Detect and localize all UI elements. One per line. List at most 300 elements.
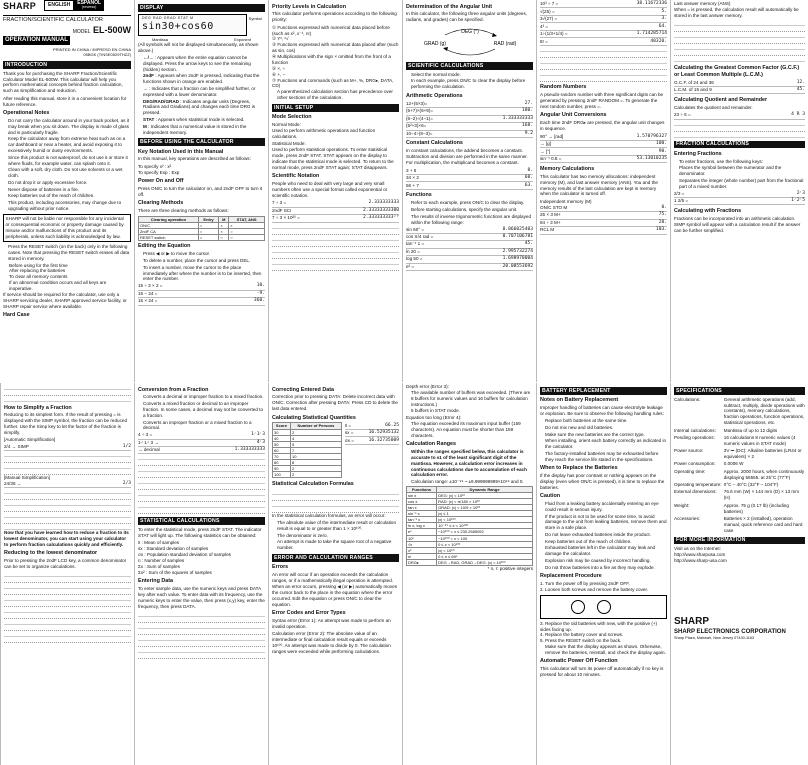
- section-header-introduction: INTRODUCTION: [3, 61, 131, 69]
- example-row: [540, 1, 667, 8]
- eq-title: Equation too long (Error 4):: [406, 414, 462, 420]
- eq-text: • The equation exceeded its maximum input buffer (159 characters). An equation must be shorter than 159 characters.: [406, 421, 533, 439]
- spec-key: Pending operations:: [674, 434, 715, 440]
- priority-list: [272, 25, 399, 90]
- list-item: • Never dispose of batteries in a fire.: [3, 187, 131, 193]
- list-item: ③ Functions expressed with numerical data placed after (such as sin, cos): [272, 42, 399, 54]
- website-link[interactable]: http://www.sharp-usa.com: [674, 557, 727, 563]
- table-cell: 40: [273, 435, 291, 441]
- list-item: • Fluid from a leaking battery accidentally entering an eye could result in serious injury.: [540, 501, 667, 513]
- example-row: [406, 256, 533, 263]
- list-item: ② Yˣ, ˣ√: [272, 36, 289, 42]
- example-result: 4 R 3: [791, 112, 805, 118]
- angular-panel: [402, 0, 536, 382]
- model-code: EL-500W: [92, 24, 131, 35]
- depth-title: Depth error (Error 3):: [406, 384, 449, 389]
- list-item: • To delete a number, place the cursor and press DEL.: [138, 258, 265, 264]
- spec-value: General arithmetic operations (add, subtract, multiply, divide operations with constants), memory calculations, fraction operations, function operations, statistical operations, etc.: [723, 396, 805, 426]
- website-link[interactable]: http://www.sharpusa.com: [674, 552, 726, 558]
- spec-key: Internal calculations:: [674, 427, 716, 433]
- stat-text: To enter the statistical mode, press 2ndF STAT. The indicator STAT will light up. The following statistics can be obtained:: [138, 527, 262, 538]
- model-prefix: MODEL: [72, 28, 91, 35]
- table-cell: 5: [290, 441, 341, 447]
- list-item: • Explosion risk may be caused by incorrect handling.: [540, 558, 667, 564]
- simplify-text: Reducing to its simplest form. If the result of pressing = is displayed with the SIMP symbol, the fraction can be reduced further. Use the Simp key to let the factor of the fraction is simplify.: [4, 412, 127, 436]
- example-result: 45.: [796, 87, 805, 93]
- formula-lines: [272, 489, 399, 513]
- example-result: 100.: [655, 141, 667, 147]
- key-notation-title: Key Notation Used in this Manual: [138, 148, 224, 155]
- table-header: Clearing operation: [139, 216, 199, 222]
- list-item: • If the product is not to be used for some time, to avoid damage to the unit from leaking batteries, remove them and store in a safe place.: [540, 514, 667, 532]
- example-input: 4³ =: [540, 23, 549, 29]
- lcd-indicators: DEG RAD GRAD STAT M: [142, 15, 194, 20]
- symbol-name: M: [143, 123, 147, 129]
- list-item: 4. Replace the battery cover and screws.: [540, 632, 624, 638]
- example-result: 1⌏2⌏5: [791, 198, 805, 204]
- example-input: 84 ÷ 3 M+: [540, 219, 561, 225]
- symbol-desc: Indicates that a fraction can be simplified further, or expressed with a lower denominator.: [143, 85, 256, 97]
- list-item: • Before starting calculations, specify the angular unit.: [406, 207, 533, 213]
- list-item: • Do not carry the calculator around in your back pocket, as it may break when you sit down. The display is made of glass and is particularly fragile.: [3, 118, 131, 136]
- tab-english: ENGLISH: [44, 0, 74, 11]
- example-row: [345, 437, 399, 444]
- table-cell: GRAD: |x| < 10/9 × 10¹⁰: [437, 505, 533, 511]
- example-result: 38.11672336: [636, 1, 667, 7]
- spec-key: Operating temperature:: [674, 482, 722, 488]
- list-item: • Keep batteries out of the reach of children.: [3, 193, 131, 199]
- spec-value: 0.0006 W: [723, 461, 744, 467]
- table-cell: |x| < 10⁵⁰: [437, 547, 533, 553]
- example-result: 27.: [524, 100, 533, 106]
- simplify-title: How to Simplify a Fraction: [4, 404, 72, 411]
- example-row: [540, 38, 667, 45]
- list-item: • Converts a mixed fraction or decimal to an improper fraction. In some cases, a decimal may not be converted to a fraction.: [138, 401, 265, 419]
- table-cell: ×: [219, 228, 229, 234]
- list-item: • Press ◀ or ▶ to move the cursor.: [138, 251, 265, 257]
- example-row: [406, 182, 533, 189]
- list-item: After replacing the batteries: [9, 268, 66, 274]
- example-input: σx =: [344, 437, 354, 443]
- example-result: 10.: [256, 283, 265, 289]
- table-cell: 2ndF CA: [139, 228, 199, 234]
- list-item: Before using for the first time: [9, 262, 68, 268]
- table-cell: sin x: [407, 492, 437, 498]
- ranges-panel: [402, 383, 536, 765]
- example-input: 3√(27) =: [540, 16, 558, 22]
- list-item: • M : Indicates that a numerical value is stored in the independent memory.: [138, 124, 265, 136]
- table-cell: √x: [407, 541, 437, 547]
- manual-simplify-title: [Manual Simplification]: [4, 474, 50, 480]
- list-item: 5. Press the RESET switch on the back.: [540, 638, 622, 644]
- list-item: • To insert a number, move the cursor to the place immediately after where the number is to be inserted, then enter the number.: [138, 265, 265, 283]
- sci-notation-text: People who need to deal with very large and very small numbers often use a special format called exponential or scientific notation.: [272, 181, 388, 198]
- apo-title: Automatic Power Off Function: [540, 658, 618, 665]
- example-result: 1/2: [122, 443, 131, 449]
- table-cell: 100: [273, 472, 291, 478]
- example-row: [406, 116, 533, 123]
- table-header: Number of Persons: [290, 423, 341, 429]
- list-item: • Clean with a soft, dry cloth. Do not use solvents or a wet cloth.: [3, 167, 131, 179]
- mem-title: Memory Calculations: [540, 165, 595, 172]
- table-cell: 50: [273, 441, 291, 447]
- example-result: 1.570796327: [636, 133, 667, 139]
- section-header-before-using: BEFORE USING THE CALCULATOR: [138, 138, 265, 146]
- lcd-symbol-label: Symbol: [248, 15, 262, 21]
- normal-mode-text: Used to perform arithmetic operations and function calculations.: [272, 127, 376, 139]
- lowest-text: Prior to pressing the 2ndF LCD key, a common denominator can be set to organize calculations.: [4, 558, 127, 569]
- calc-with-title: Calculating with Fractions: [674, 207, 742, 214]
- example-result: 180.: [521, 108, 533, 114]
- model-number: [3, 25, 131, 37]
- table-cell: 30: [273, 429, 291, 435]
- ans-text: When = is pressed, the calculation result will automatically be stored in the last answer memory.: [674, 6, 799, 18]
- table-row: [407, 560, 533, 566]
- divider: [3, 15, 131, 16]
- example-input: (5²+3)×6=: [406, 123, 427, 129]
- angle-cycle-diagram: [415, 25, 525, 59]
- example-row: [138, 432, 265, 439]
- spec-value: Mantissa of up to 12 digits: [723, 427, 778, 433]
- example-row: [540, 8, 667, 15]
- example-row: [406, 226, 533, 233]
- spec-key: Calculations:: [674, 396, 701, 402]
- spec-value: 16 calculations 8 numeric values (4 numeric values in STAT mode): [723, 434, 796, 446]
- table-cell: tan⁻¹ x: [407, 517, 437, 523]
- spec-value: Approx. 2000 hours, when continuously displaying 55555. at 25°C (77°F): [723, 468, 805, 480]
- example-result: 2.333333333: [368, 200, 399, 206]
- spec-panel: [670, 383, 808, 765]
- clearing-title: Clearing Methods: [138, 200, 184, 207]
- entering-title: Entering Fractions: [674, 150, 722, 157]
- table-header: Functions: [407, 486, 437, 492]
- spec-value: Batteries × 2 (installed), operation manual, quick reference card and hard case: [723, 515, 803, 533]
- example-result: 63.: [524, 182, 533, 188]
- table-cell: 2: [290, 466, 341, 472]
- table-row: [273, 472, 342, 478]
- table-cell: −10¹⁰⁰ < x ≤ 230.2585092: [437, 529, 533, 535]
- example-row: [406, 101, 533, 108]
- example-row: [272, 200, 399, 207]
- cover-panel: [0, 0, 134, 382]
- example-row: [345, 422, 399, 429]
- example-result: 2/3: [122, 480, 131, 486]
- table-cell: 2: [290, 429, 341, 435]
- example-input: 56 + 7: [406, 182, 419, 188]
- code-item: Calculation error (Error 2): The absolute value of an intermediate or final calculation result equals or exceeds 10¹⁰⁰. An attempt was made to divide by 0. The calculation ranges were exceeded while performing calculations.: [272, 631, 391, 654]
- example-input: 10³ ÷ 7 =: [540, 1, 559, 7]
- section-header-statistical: STATISTICAL CALCULATIONS: [138, 517, 265, 525]
- exponent-label: Exponent: [234, 36, 251, 42]
- simplify-panel: [0, 383, 134, 765]
- table-cell: tan x: [407, 505, 437, 511]
- example-input: sx =: [344, 430, 354, 436]
- tab-spanish-label: ESPAÑOL: [77, 0, 102, 6]
- correct-title: Correcting Entered Data: [272, 386, 335, 393]
- example-row: [406, 131, 533, 138]
- table-header-row: [273, 423, 342, 429]
- list-item: • Separates the integer (whole number) part from the fractional part of a mixed number.: [674, 178, 805, 190]
- example-row: [406, 241, 533, 248]
- table-cell: 7: [290, 447, 341, 453]
- list-item: • 5 buffers in STAT mode.: [406, 408, 533, 414]
- corp-logo: SHARP: [674, 615, 710, 627]
- example-result: 2.333333333²⁰: [363, 215, 399, 221]
- list-item: • → : Indicates that a fraction can be simplified further, or expressed with a lower denominator.: [138, 86, 265, 98]
- list-item: • Make sure the new batteries are the correct type.: [540, 432, 667, 438]
- example-input: 4 ÷ 3 =: [138, 432, 153, 438]
- section-header-more-info: FOR MORE INFORMATION: [674, 537, 805, 545]
- list-item: • 2ndF : Appears when 2ndF is pressed, indicating that the functions shown in orange are enabled.: [138, 73, 265, 85]
- example-result: 16.32735009: [368, 437, 399, 443]
- spec-key: Accessories:: [674, 515, 701, 521]
- list-item: • Do not drop it or apply excessive force.: [3, 180, 131, 186]
- list-item: 2. Loosen both screws and remove the battery cover.: [540, 586, 649, 592]
- example-input: 12+(5×3)=: [406, 100, 428, 106]
- fraction-panel: [670, 0, 808, 382]
- list-item: • Converts a decimal or improper fraction to a mixed fraction.: [138, 394, 265, 400]
- list-item: • Keep batteries out of the reach of children.: [540, 539, 667, 545]
- example-lines: [138, 611, 265, 659]
- example-row: [540, 227, 667, 234]
- example-row: [540, 156, 667, 163]
- list-item: • To enter fractions, use the following keys:: [674, 159, 805, 165]
- entry-text: To enter sample data, use the numeric keys and press DATA key after each value. To enter data with its frequency, use the numeric keys to enter the value, then press (x,y) key, enter the frequency, then press DATA.: [138, 586, 265, 609]
- power-title: Power On and Off: [138, 178, 184, 185]
- example-row: [674, 79, 805, 86]
- example-input: x̄ =: [344, 422, 352, 428]
- spacer: [674, 564, 805, 612]
- tab-spanish-note: (reverso): [81, 5, 97, 10]
- key-example: To specify Exp : Exp: [138, 169, 180, 175]
- list-item: To clear all memory contents: [9, 274, 68, 280]
- correct-text: Correction prior to pressing DATA: Delete incorrect data with ON/C. Correction after pressing DATA: Press CD to delete the last data entered.: [272, 394, 398, 412]
- example-lines: [674, 120, 805, 138]
- example-input: sin⁻¹ 0.8 =: [540, 156, 562, 162]
- example-result: 75.: [658, 212, 667, 218]
- example-input: (5+7)×(6+9)=: [406, 108, 434, 114]
- example-row: [540, 148, 667, 155]
- example-row: [138, 291, 265, 298]
- example-input: 10−4÷(8−3)=: [406, 130, 433, 136]
- random-title: Random Numbers: [540, 84, 587, 91]
- example-input: L.C.M. of 15 and 9: [674, 87, 712, 93]
- example-input: tan⁻¹ 1 =: [406, 241, 425, 247]
- table-cell: RESET switch: [139, 234, 199, 240]
- example-input: 15 × 24 =: [138, 298, 158, 304]
- example-result: 4⌏3: [256, 439, 265, 445]
- table-cell: ×: [229, 222, 265, 228]
- example-result: 5.: [661, 8, 667, 14]
- example-input: 1 2/5 =: [674, 198, 689, 204]
- example-lines: [4, 571, 131, 643]
- example-result: 168.: [521, 123, 533, 129]
- list-item: • The factory-installed batteries may be exhausted before they reach the service life stated in the specifications.: [540, 451, 667, 463]
- service-note: If service should be required for the calculator, use only a SHARP servicing dealer, SHARP approved service facility, or SHARP repair service where available.: [3, 291, 127, 309]
- example-input: → [g]: [540, 141, 551, 147]
- dynamic-range-table: [406, 486, 533, 566]
- list-item: • The available number of buffers was exceeded. (There are 8 buffers for numeric values and 16 buffers for calculation instructions.): [406, 390, 533, 408]
- list-item: x̄ : Mean of samples: [138, 540, 180, 546]
- stat-mode-label: Statistical Mode:: [272, 141, 306, 147]
- example-result: 360.: [253, 298, 265, 304]
- const-title: Constant Calculations: [406, 140, 463, 147]
- table-cell: ln x, log x: [407, 523, 437, 529]
- example-input: RCL M: [540, 227, 555, 233]
- example-input: 15 ÷ 3 × 2 =: [138, 283, 163, 289]
- power-text: Press ON/C to turn the calculator on, and 2ndF OFF to turn it off.: [138, 185, 263, 197]
- gcd-title: Calculating the Greatest Common Factor (G.C.F.) or Least Common Multiple (L.C.M.): [674, 64, 800, 78]
- table-cell: 0 ≤ x < 10¹⁰⁰: [437, 541, 533, 547]
- example-input: ln 20 =: [406, 248, 420, 254]
- quot-text: Calculates the quotient and remainder.: [674, 104, 753, 110]
- example-result: 28.: [658, 219, 667, 225]
- reset-note: • Press the RESET switch (on the back) only in the following cases. Note that pressing the RESET switch erases all data stored in memory.: [3, 244, 131, 262]
- list-item: • In each example, press ON/C to clear the display before performing the calculation.: [406, 78, 533, 90]
- lowest-title: Reducing to the lowest denominator: [4, 550, 98, 557]
- example-input: sin 60° =: [406, 226, 425, 232]
- table-cell: 10: [290, 453, 341, 459]
- list-item: • DEG/RAD/GRAD : Indicates angular units (Degrees, Radians and Gradians) and changes each time DRG is pressed.: [138, 99, 265, 117]
- example-row: [406, 234, 533, 241]
- table-cell: |x| ≤ 1: [437, 511, 533, 517]
- example-result: 0.: [661, 204, 667, 210]
- spec-row: [674, 469, 805, 481]
- more-text: Visit us on the Internet:: [674, 546, 721, 552]
- example-row: [406, 249, 533, 256]
- indep-title: Independent memory (M): [540, 198, 592, 204]
- conversion-panel: [134, 383, 268, 765]
- list-item: ① Functions expressed with numerical data placed before (such as x², x⁻¹, n!): [272, 24, 390, 36]
- mantissa-label: Mantissa: [152, 36, 169, 42]
- table-cell: n!: [407, 553, 437, 559]
- example-input: (6−2)÷(4−1)=: [406, 115, 433, 121]
- section-header-initial-setup: INITIAL SETUP: [272, 104, 399, 112]
- example-row: [540, 220, 667, 227]
- symbol-desc: Appears when statistical mode is selected.: [157, 116, 245, 122]
- code-item: Syntax error (Error 1): An attempt was made to perform an invalid operation.: [272, 617, 391, 629]
- grad-label: GRAD (g): [423, 41, 446, 48]
- ans-title: Last answer memory (ANS): [674, 1, 731, 6]
- quot-title: Calculating Quotient and Remainder: [674, 96, 768, 103]
- op-notes-title: Operational Notes: [3, 109, 50, 116]
- sci-notation-title: Scientific Notation: [272, 173, 320, 180]
- editing-title: Editing the Equation: [138, 243, 191, 250]
- table-header: STAT, ANS: [229, 216, 265, 222]
- const-text: In constant calculations, the addend becomes a constant. Subtraction and division are performed in the same manner. For multiplication, the multiplicand becomes a constant.: [406, 148, 528, 166]
- angular-text: In this calculator, the following three angular units (degrees, radians, and grades) can be specified.: [406, 11, 528, 23]
- example-row: [138, 283, 265, 290]
- example-result: 1⌏1⌏3: [251, 432, 265, 438]
- spec-row: [674, 489, 805, 501]
- example-input: 24/36 →: [4, 480, 22, 486]
- table-cell: RAD: |x| < π/180 × 10¹⁰: [437, 498, 533, 504]
- warning-box: SHARP will not be liable nor responsible for any incidental or consequential economic or property damage caused by misuse and/or malfunctions of this product and its peripherals, unless such liability is acknowledged by law.: [3, 214, 131, 243]
- spec-key: External dimensions:: [674, 489, 717, 495]
- list-item: • Converts an improper fraction or a mixed fraction to a decimal.: [138, 420, 265, 432]
- example-row: [540, 31, 667, 38]
- example-input: 34 × 2: [406, 175, 419, 181]
- example-result: 45.: [524, 241, 533, 247]
- example-row: [674, 87, 805, 94]
- table-cell: |x| < 10¹⁰⁰: [437, 517, 533, 523]
- list-item: n : Number of samples: [138, 557, 185, 563]
- when-title: When to Replace the Batteries: [540, 465, 618, 472]
- list-item: σx : Population standard deviation of samples: [138, 552, 231, 558]
- list-item: ⑤ ×, ÷: [272, 65, 286, 71]
- list-item: • Within the ranges specified below, this calculator is accurate to ±1 of the least significant digit of the mantissa. However, a calculation error increases in continuous calculations due to accumulation of each calculation error.: [406, 449, 533, 478]
- example-input: √(25) =: [540, 8, 555, 14]
- spec-value: Approx. 75 g (0.17 lb) (including batteries): [723, 502, 789, 514]
- battery-illustration: [540, 595, 667, 619]
- list-item: • Keep the calculator away from extreme heat such as on a car dashboard or near a heater, and avoid exposing it to excessively humid or dusty environments.: [3, 136, 131, 154]
- list-item: • Do not mix new and old batteries.: [540, 425, 667, 431]
- spec-key: Operating time:: [674, 468, 706, 474]
- hard-case-title: Hard Case: [3, 312, 30, 319]
- entry-title: Entering Data: [138, 578, 174, 585]
- table-cell: 4: [290, 435, 341, 441]
- example-result: 8.: [527, 167, 533, 173]
- lcd-equation: sin30+cos60: [142, 20, 214, 32]
- operation-manual-label: OPERATION MANUAL: [3, 36, 70, 45]
- angle-conv-text: Each time 2ndF DRG▸ are pressed, the angular unit changes in sequence.: [540, 120, 665, 132]
- printed-in: [3, 47, 131, 57]
- list-item: • The denominator is zero.: [272, 533, 399, 539]
- rad-label: RAD (rad): [493, 41, 516, 48]
- example-row: [406, 264, 533, 271]
- spec-row: [674, 428, 805, 434]
- list-item: 3. Replace the old batteries with new, with the positive (+) sides facing up.: [540, 620, 658, 632]
- example-row: [674, 190, 805, 197]
- table-cell: x²: [407, 547, 437, 553]
- example-input: 25 × 3 M+: [540, 212, 561, 218]
- example-input: G.C.F. of 24 and 36: [674, 79, 714, 85]
- example-lines: [4, 488, 131, 530]
- apo-text: This calculator will turn its power off automatically if no key is pressed for about 10 minutes.: [540, 666, 664, 678]
- example-row: [540, 205, 667, 212]
- corp-name: SHARP ELECTRONICS CORPORATION: [674, 628, 786, 635]
- example-row: [540, 134, 667, 141]
- example-row: [406, 175, 533, 182]
- example-row: [540, 16, 667, 23]
- list-item: • ←/→ : Appears when the entire equation cannot be displayed. Press the arrow keys to see the remaining (hidden) section.: [138, 55, 265, 73]
- printed-country: PRINTED IN CHINA / IMPRESO EN CHINA: [52, 46, 131, 52]
- example-row: [4, 481, 131, 488]
- table-cell: ×: [219, 222, 229, 228]
- example-row: [674, 198, 805, 205]
- example-result: 2⌏3: [796, 190, 805, 196]
- caution-title: Caution: [540, 493, 561, 500]
- table-cell: 80: [273, 460, 291, 466]
- example-input: 1⌏1⌏3 →: [138, 439, 159, 445]
- table-cell: 90: [273, 466, 291, 472]
- corp-address: Sharp Plaza, Mahwah, New Jersey 07430-1163: [674, 636, 755, 641]
- list-item: • Calculation range: ±10⁻⁹⁹ ~ ±9.999999999×10⁹⁹ and 0.: [406, 479, 533, 485]
- stat-list: [138, 540, 265, 575]
- spec-row: [674, 461, 805, 467]
- paren-note: • A parenthesized calculation section has precedence over other sections of the calculation.: [272, 89, 399, 101]
- example-input: 2/3 =: [674, 190, 685, 196]
- priority-panel: [268, 0, 402, 382]
- section-header-scientific: SCIENTIFIC CALCULATIONS: [406, 62, 533, 70]
- list-item: • STAT : Appears when statistical mode is selected.: [138, 117, 265, 123]
- spec-key: Power source:: [674, 448, 704, 454]
- list-item: • Refer to each example, press ON/C to clear the display.: [406, 200, 533, 206]
- section-header-battery: BATTERY REPLACEMENT: [540, 387, 667, 395]
- calc-with-text: Fractions can be incorporated into an arithmetic calculation. SIMP symbol will appear with a calculation result if the answer can be further simplified.: [674, 215, 801, 233]
- list-item: • Do not throw batteries into a fire as they may explode.: [540, 565, 667, 571]
- example-result: 103.: [655, 227, 667, 233]
